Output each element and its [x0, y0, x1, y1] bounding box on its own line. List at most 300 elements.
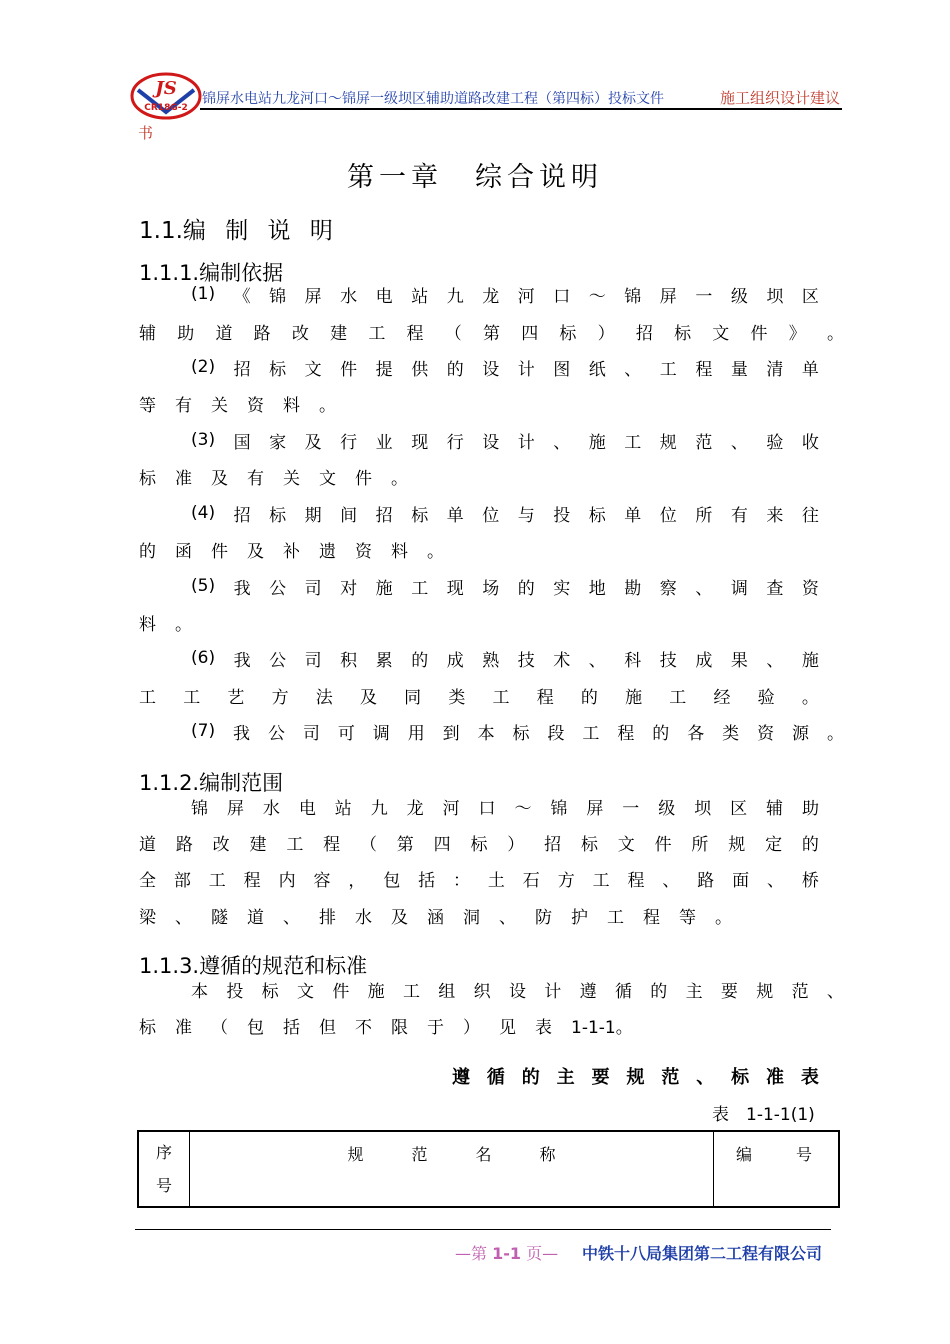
char: 工 [368, 323, 386, 344]
char: 。 [826, 323, 844, 344]
char: （ [359, 834, 377, 855]
text-line [139, 1012, 819, 1038]
char: 类 [448, 687, 466, 708]
char: 验 [766, 432, 784, 453]
char: 准 [175, 1017, 192, 1038]
char: 。 [715, 907, 732, 928]
char: 定 [765, 834, 783, 855]
footer-rule [135, 1229, 831, 1230]
char: 标 [411, 505, 429, 526]
char: ， [348, 870, 366, 891]
char: 施 [375, 578, 393, 599]
char: 积 [340, 650, 358, 671]
text-line [191, 500, 819, 526]
char: 资 [247, 395, 264, 416]
char: 限 [391, 1017, 408, 1038]
char: 龙 [406, 798, 424, 819]
section-title: 编 制 说 明 [182, 218, 339, 244]
char: 的 [139, 541, 156, 562]
char: 国 [233, 432, 251, 453]
char: 、 [662, 870, 680, 891]
char: 函 [175, 541, 192, 562]
char: 清 [766, 359, 784, 380]
char: 施 [801, 650, 819, 671]
char: 本 [191, 981, 208, 1002]
char: 司 [304, 578, 322, 599]
char: 所 [695, 505, 713, 526]
char: 有 [247, 468, 264, 489]
char: 容 [313, 870, 331, 891]
char: 所 [691, 834, 709, 855]
char: 类 [722, 723, 740, 744]
char: 级 [730, 286, 748, 307]
char: 标 [674, 323, 692, 344]
char: 的 [801, 834, 819, 855]
page-header [130, 72, 842, 142]
char: 熟 [482, 650, 500, 671]
char: 到 [442, 723, 460, 744]
char: 单 [624, 505, 642, 526]
table-title [452, 1063, 819, 1089]
header-seq: 序 号 [138, 1131, 190, 1207]
char: 标 [559, 323, 577, 344]
char: 间 [340, 505, 358, 526]
char: 辅 [766, 798, 783, 819]
text-line [139, 609, 819, 635]
char: 我 [233, 578, 251, 599]
section-number: 1.1. [139, 218, 183, 244]
char: 标 [139, 1017, 156, 1038]
char: 、 [730, 432, 748, 453]
char: 规 [626, 1067, 645, 1088]
char: ） [463, 1017, 480, 1038]
char: 区 [730, 798, 748, 819]
char: 司 [302, 723, 320, 744]
char: 遵 [579, 981, 597, 1002]
text-line [191, 976, 844, 1002]
chapter-title: 第一章 综合说明 [347, 162, 603, 193]
char: 路 [175, 834, 193, 855]
char: 方 [557, 870, 575, 891]
svg-text:CR18G-2: CR18G-2 [144, 103, 188, 113]
char: 与 [517, 505, 535, 526]
char: 标 [261, 981, 279, 1002]
char: 法 [315, 687, 333, 708]
char: 电 [298, 798, 316, 819]
char: 的 [652, 723, 670, 744]
char: 投 [226, 981, 244, 1002]
char: 要 [591, 1067, 610, 1088]
char: 》 [788, 323, 806, 344]
char: 、 [283, 907, 300, 928]
char: 建 [330, 323, 348, 344]
char: ～ [588, 286, 606, 307]
char: 标 [731, 1067, 750, 1088]
char: 公 [269, 650, 287, 671]
text-line [139, 318, 844, 344]
char: 资 [801, 578, 819, 599]
char: 文 [712, 323, 730, 344]
char: 单 [446, 505, 464, 526]
char: 程 [536, 687, 554, 708]
char: 文 [304, 359, 322, 380]
char: 。 [391, 468, 408, 489]
char: 公 [267, 723, 285, 744]
char: ） [597, 323, 615, 344]
char: 面 [732, 870, 750, 891]
char: 规 [728, 834, 746, 855]
standards-table [137, 1130, 840, 1208]
char: 、 [588, 650, 606, 671]
char: 件 [654, 834, 672, 855]
char: 查 [766, 578, 784, 599]
char: 来 [766, 505, 784, 526]
char: 成 [446, 650, 464, 671]
char: 四 [521, 323, 539, 344]
char: 及 [247, 541, 264, 562]
char: 行 [446, 432, 464, 453]
char: 现 [446, 578, 464, 599]
char: 家 [269, 432, 287, 453]
svg-text:JS: JS [155, 78, 177, 99]
item-number: (2) [191, 357, 216, 377]
char: 招 [233, 505, 251, 526]
char: 标 [269, 505, 287, 526]
char: 坝 [766, 286, 784, 307]
char: 改 [291, 323, 309, 344]
char: 期 [304, 505, 322, 526]
char: （ [211, 1017, 228, 1038]
char: 程 [323, 834, 341, 855]
char: 招 [375, 505, 393, 526]
char: 《 [233, 286, 251, 307]
char: 有 [175, 395, 192, 416]
char: 涵 [427, 907, 444, 928]
char: 水 [262, 798, 280, 819]
char: 料 [139, 614, 156, 635]
char: 排 [319, 907, 336, 928]
char: 等 [679, 907, 696, 928]
char: 包 [247, 1017, 264, 1038]
char: 。 [319, 395, 336, 416]
char: 我 [233, 723, 251, 744]
char: 公 [269, 578, 287, 599]
char: 件 [340, 359, 358, 380]
char: 梁 [139, 907, 156, 928]
char: 坝 [694, 798, 712, 819]
char: 调 [372, 723, 390, 744]
char: 计 [517, 432, 535, 453]
char: 标 [139, 468, 156, 489]
char: 九 [370, 798, 388, 819]
char: 有 [730, 505, 748, 526]
char: 技 [659, 650, 677, 671]
text-line [191, 793, 819, 819]
header-doc-type: 施工组织设计建议 [719, 89, 840, 107]
char: 称 [539, 1145, 556, 1164]
char: 收 [801, 432, 819, 453]
char: 九 [446, 286, 464, 307]
char: 护 [571, 907, 588, 928]
text-line [139, 536, 819, 562]
char: 件 [211, 541, 228, 562]
char: 施 [367, 981, 385, 1002]
char: 工 [624, 432, 642, 453]
section-1-1-1-heading: 1.1.1.编制依据 [139, 261, 284, 285]
header-rule [200, 108, 842, 110]
char: 源 [792, 723, 810, 744]
char: 及 [304, 432, 322, 453]
char: 建 [249, 834, 267, 855]
char: 循 [486, 1067, 505, 1088]
char: 提 [375, 359, 393, 380]
char: 。 [801, 687, 819, 708]
char: 辅 [139, 323, 156, 344]
item-number: (6) [191, 648, 216, 668]
char: 程 [627, 870, 645, 891]
char: 屏 [304, 286, 322, 307]
char: 见 [499, 1017, 516, 1038]
char: 及 [211, 468, 228, 489]
char: 场 [482, 578, 500, 599]
char: 关 [211, 395, 228, 416]
char: 标 [512, 723, 530, 744]
char: 口 [553, 286, 571, 307]
char: 累 [375, 650, 393, 671]
char: 投 [553, 505, 571, 526]
text-line [139, 463, 819, 489]
char: 土 [487, 870, 505, 891]
char: 程 [643, 907, 660, 928]
char: 纸 [588, 359, 606, 380]
char: 等 [139, 395, 156, 416]
char: 供 [411, 359, 429, 380]
char: 察 [659, 578, 677, 599]
char: 级 [658, 798, 676, 819]
char: 程 [695, 359, 713, 380]
char: 桥 [801, 870, 819, 891]
char: 站 [334, 798, 352, 819]
char: 标 [269, 359, 287, 380]
char: 改 [212, 834, 230, 855]
char: 河 [442, 798, 460, 819]
char: 准 [175, 468, 192, 489]
char: 料 [283, 395, 300, 416]
text-line [139, 682, 819, 708]
char: 。 [175, 614, 192, 635]
char: 设 [482, 432, 500, 453]
text-line [139, 902, 819, 928]
char: 规 [347, 1145, 364, 1164]
page-number: —第 1-1 页— [455, 1244, 559, 1263]
char: 但 [319, 1017, 336, 1038]
char: 关 [283, 468, 300, 489]
char: 、 [696, 1067, 715, 1088]
char: 用 [407, 723, 425, 744]
char: 及 [359, 687, 377, 708]
char: 调 [730, 578, 748, 599]
text-line [139, 829, 819, 855]
char: 锦 [269, 286, 287, 307]
item-number: (1) [191, 284, 216, 304]
char: 屏 [659, 286, 677, 307]
char: 遗 [319, 541, 336, 562]
char: 计 [517, 359, 535, 380]
char: 施 [588, 432, 606, 453]
header-code: 编 号 [714, 1131, 840, 1207]
section-1-1-3-heading: 1.1.3.遵循的规范和标准 [139, 954, 368, 978]
char: 道 [247, 907, 264, 928]
char: 路 [253, 323, 271, 344]
char: 验 [757, 687, 775, 708]
char: 、 [767, 870, 785, 891]
char: 资 [355, 541, 372, 562]
char: 实 [553, 578, 571, 599]
char: 。 [427, 541, 444, 562]
char: 工 [411, 578, 429, 599]
char: 、 [695, 578, 713, 599]
char: ） [507, 834, 525, 855]
char: 的 [650, 981, 668, 1002]
char: 防 [535, 907, 552, 928]
char: 及 [391, 907, 408, 928]
char: 、 [826, 981, 844, 1002]
table-header-row [138, 1131, 839, 1207]
char: 规 [756, 981, 774, 1002]
char: 四 [433, 834, 451, 855]
header-name [190, 1131, 714, 1207]
char: 文 [319, 468, 336, 489]
char: 组 [438, 981, 456, 1002]
char: 料 [391, 541, 408, 562]
char: 范 [695, 432, 713, 453]
char: 方 [271, 687, 289, 708]
char: 设 [508, 981, 526, 1002]
char: 工 [183, 687, 201, 708]
char: 地 [588, 578, 606, 599]
char: 包 [383, 870, 401, 891]
char: 洞 [463, 907, 480, 928]
char: 段 [547, 723, 565, 744]
char: 程 [617, 723, 635, 744]
char: 图 [553, 359, 571, 380]
char: 件 [750, 323, 768, 344]
char: 括 [283, 1017, 300, 1038]
char: 表 [800, 1067, 819, 1088]
text-line [191, 718, 844, 744]
char: 口 [478, 798, 496, 819]
text-line [139, 390, 819, 416]
char: 工 [286, 834, 304, 855]
char: 、 [553, 432, 571, 453]
char: 位 [482, 505, 500, 526]
char: 果 [730, 650, 748, 671]
char: 经 [713, 687, 731, 708]
char: 站 [411, 286, 429, 307]
char: 工 [582, 723, 600, 744]
char: 隧 [211, 907, 228, 928]
char: 资 [757, 723, 775, 744]
char: 工 [659, 359, 677, 380]
char: 道 [215, 323, 233, 344]
char: 一 [622, 798, 640, 819]
char: 、 [499, 907, 516, 928]
char: 科 [624, 650, 642, 671]
char: 行 [340, 432, 358, 453]
text-line [191, 573, 819, 599]
char: 往 [801, 505, 819, 526]
char: 技 [517, 650, 535, 671]
char: 司 [304, 650, 322, 671]
char: 量 [730, 359, 748, 380]
char: 要 [720, 981, 738, 1002]
char: 位 [659, 505, 677, 526]
char: 规 [659, 432, 677, 453]
char: 主 [685, 981, 703, 1002]
char: 招 [233, 359, 251, 380]
char: 路 [697, 870, 715, 891]
char: 、 [175, 907, 192, 928]
char: 标 [580, 834, 598, 855]
table-number: 表 1-1-1(1) [712, 1105, 815, 1125]
char: 范 [411, 1145, 428, 1164]
item-number: (7) [191, 721, 216, 741]
text-line [191, 645, 819, 671]
char: 第 [482, 323, 500, 344]
char: 第 [396, 834, 414, 855]
char: 招 [544, 834, 562, 855]
char: 范 [791, 981, 809, 1002]
char: 范 [661, 1067, 680, 1088]
company-name: 中铁十八局集团第二工程有限公司 [582, 1244, 823, 1263]
char: 工 [208, 870, 226, 891]
text-line [191, 354, 819, 380]
char: 主 [556, 1067, 575, 1088]
char: 水 [340, 286, 358, 307]
char: 件 [355, 468, 372, 489]
char: 程 [406, 323, 424, 344]
item-number: (4) [191, 503, 216, 523]
char: 计 [544, 981, 562, 1002]
char: 件 [332, 981, 350, 1002]
char: 成 [695, 650, 713, 671]
char: 艺 [227, 687, 245, 708]
char: 循 [614, 981, 632, 1002]
char: 龙 [482, 286, 500, 307]
char: ～ [514, 798, 532, 819]
char: 勘 [624, 578, 642, 599]
char: 我 [233, 650, 251, 671]
char: 河 [517, 286, 535, 307]
char: 表 [535, 1017, 552, 1038]
char: 部 [173, 870, 191, 891]
char: ： [453, 870, 471, 891]
text-line [191, 427, 819, 453]
char: 工 [492, 687, 510, 708]
char: 工 [139, 687, 156, 708]
text-line [139, 865, 819, 891]
char: 水 [355, 907, 372, 928]
char: 单 [801, 359, 819, 380]
char: 区 [801, 286, 819, 307]
char: 锦 [624, 286, 642, 307]
char: 程 [243, 870, 261, 891]
char: 标 [470, 834, 488, 855]
char: 文 [296, 981, 314, 1002]
char: 的 [446, 359, 464, 380]
char: 准 [766, 1067, 785, 1088]
char: 锦 [191, 798, 208, 819]
